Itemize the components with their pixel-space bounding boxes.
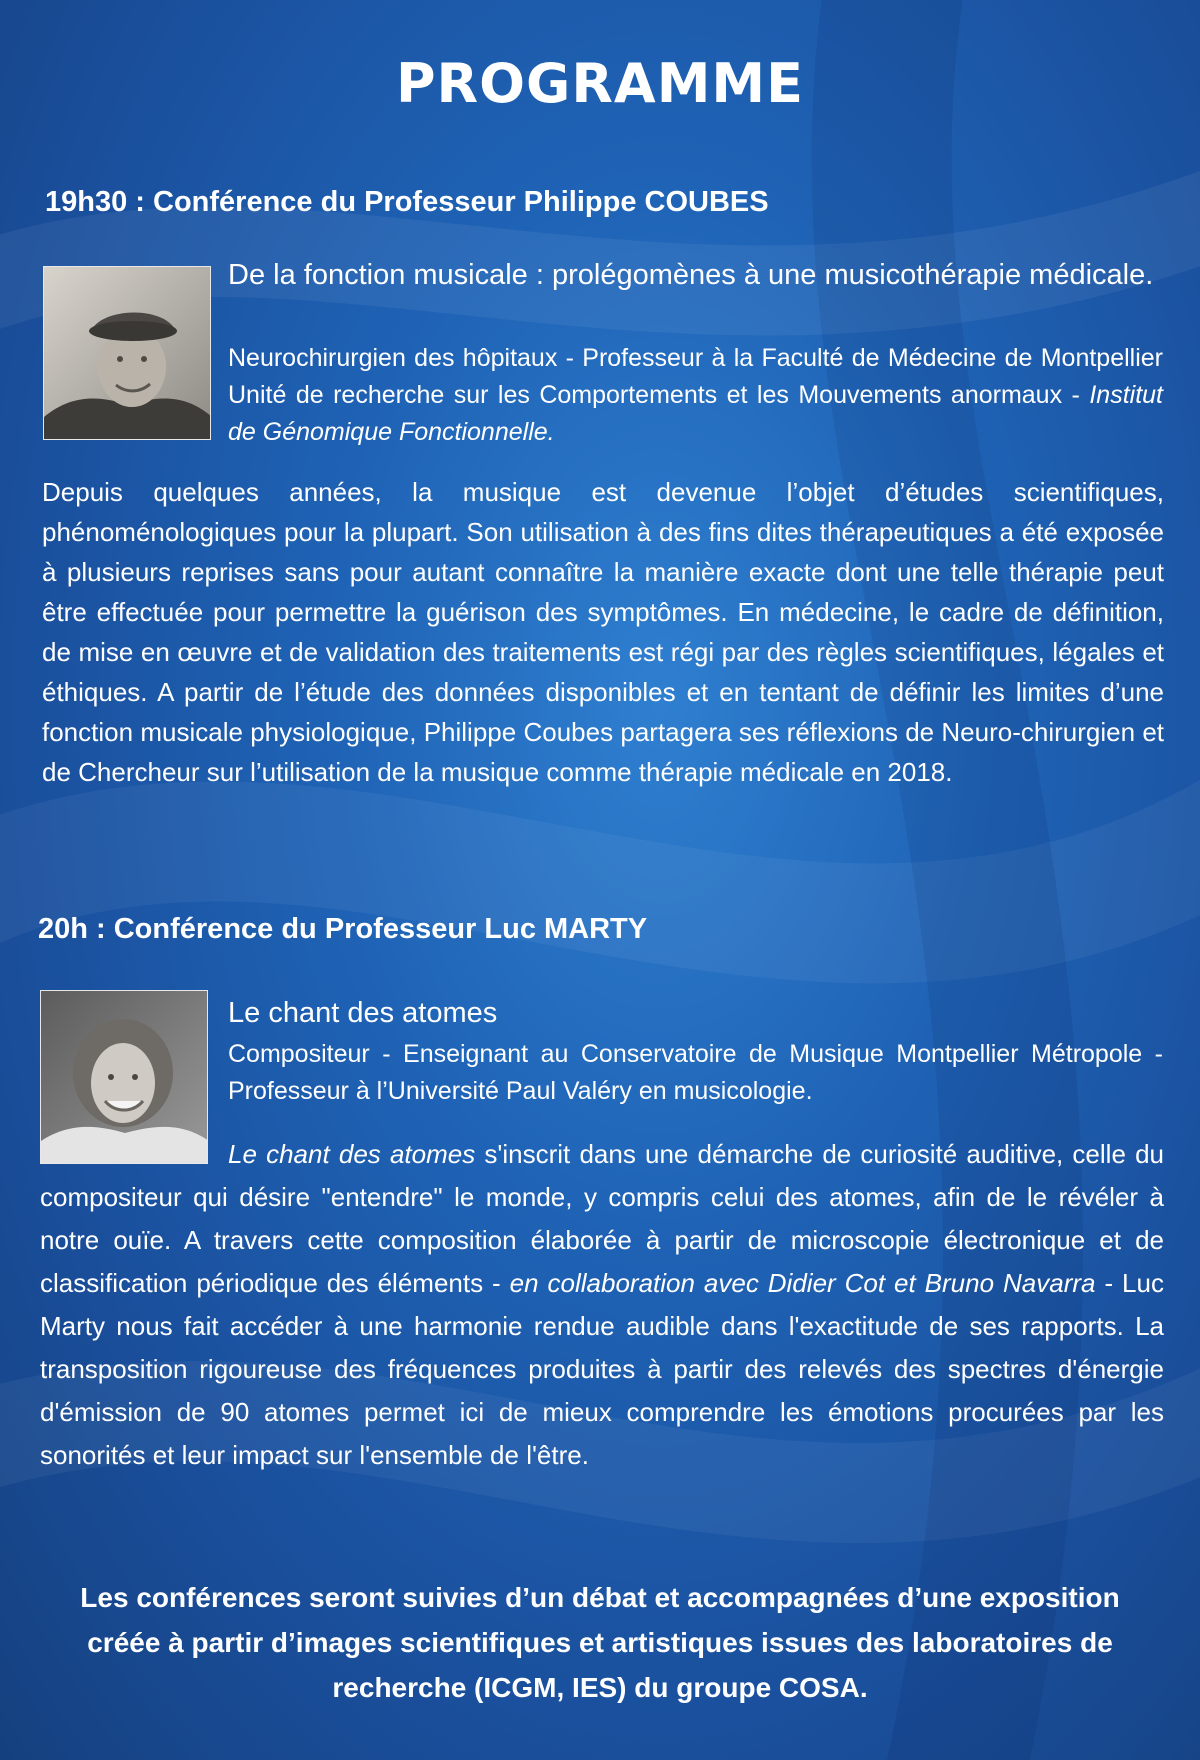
talk1-heading: 19h30 : Conférence du Professeur Philippe COUBES bbox=[45, 186, 769, 218]
photo-philippe-coubes bbox=[43, 266, 211, 440]
talk1-affiliation bbox=[228, 340, 1163, 451]
talk2-description-part2: - Luc Marty nous fait accéder à une harmonie rendue audible dans l'exactitude de ses rapports. La transposition rigoureuse des fréquences produites à partir des relevés des spectres d'énergie d'émission de 90 atomes permet ici de mieux comprendre les émotions procurées par les sonorités et leur impact sur l'ensemble de l'être. bbox=[40, 1268, 1164, 1470]
page-title: PROGRAMME bbox=[395, 52, 805, 115]
talk2-description-part1: s'inscrit dans une démarche de curiosité auditive, celle du compositeur qui désire "entendre" le monde, y compris celui des atomes, afin de le révéler à notre ouïe. A travers cette composition élaborée à partir de microscopie électronique et de classification périodique des éléments - bbox=[40, 1139, 1164, 1298]
talk2-title: Le chant des atomes bbox=[228, 997, 498, 1029]
talk2-affiliation: Compositeur - Enseignant au Conservatoire de Musique Montpellier Métropole - Professeur à l’Université Paul Valéry en musicologie. bbox=[228, 1040, 1163, 1105]
talk1-description: Depuis quelques années, la musique est devenue l’objet d’études scientifiques, phénoménologiques pour la plupart. Son utilisation à des fins dites thérapeutiques a été exposée à plusieurs reprises sans pour autant connaître la manière exacte dont une telle thérapie peut être effectuée pour permettre la guérison des symptômes. En médecine, le cadre de définition, de mise en œuvre et de validation des traitements est régi par des règles scientifiques, légales et éthiques. A partir de l’étude des données disponibles et en tentant de définir les limites d’une fonction musicale physiologique, Philippe Coubes partagera ses réflexions de Neuro-chirurgien et de Chercheur sur l’utilisation de la musique comme thérapie médicale en 2018. bbox=[42, 477, 1164, 787]
talk1-title: De la fonction musicale : prolégomènes à une musicothérapie médicale. bbox=[228, 259, 1154, 291]
talk1-affiliation-institute: Institut de Génomique Fonctionnelle. bbox=[228, 381, 1163, 446]
talk1-affiliation-text: Neurochirurgien des hôpitaux - Professeur à la Faculté de Médecine de Montpellier Unité de recherche sur les Comportements et les Mouvements anormaux - bbox=[228, 344, 1163, 409]
talk2-heading: 20h : Conférence du Professeur Luc MARTY bbox=[38, 913, 648, 945]
talk2-description-italic-title: Le chant des atomes bbox=[228, 1139, 476, 1169]
talk2-description-collaboration: en collaboration avec Didier Cot et Bruno Navarra bbox=[509, 1268, 1096, 1298]
portrait-image bbox=[44, 267, 211, 440]
footer-note: Les conférences seront suivies d’un débat et accompagnées d’une exposition créée à partir d’images scientifiques et artistiques issues des laboratoires de recherche (ICGM, IES) du groupe COSA. bbox=[80, 1582, 1120, 1703]
talk2-description bbox=[40, 1133, 1164, 1477]
